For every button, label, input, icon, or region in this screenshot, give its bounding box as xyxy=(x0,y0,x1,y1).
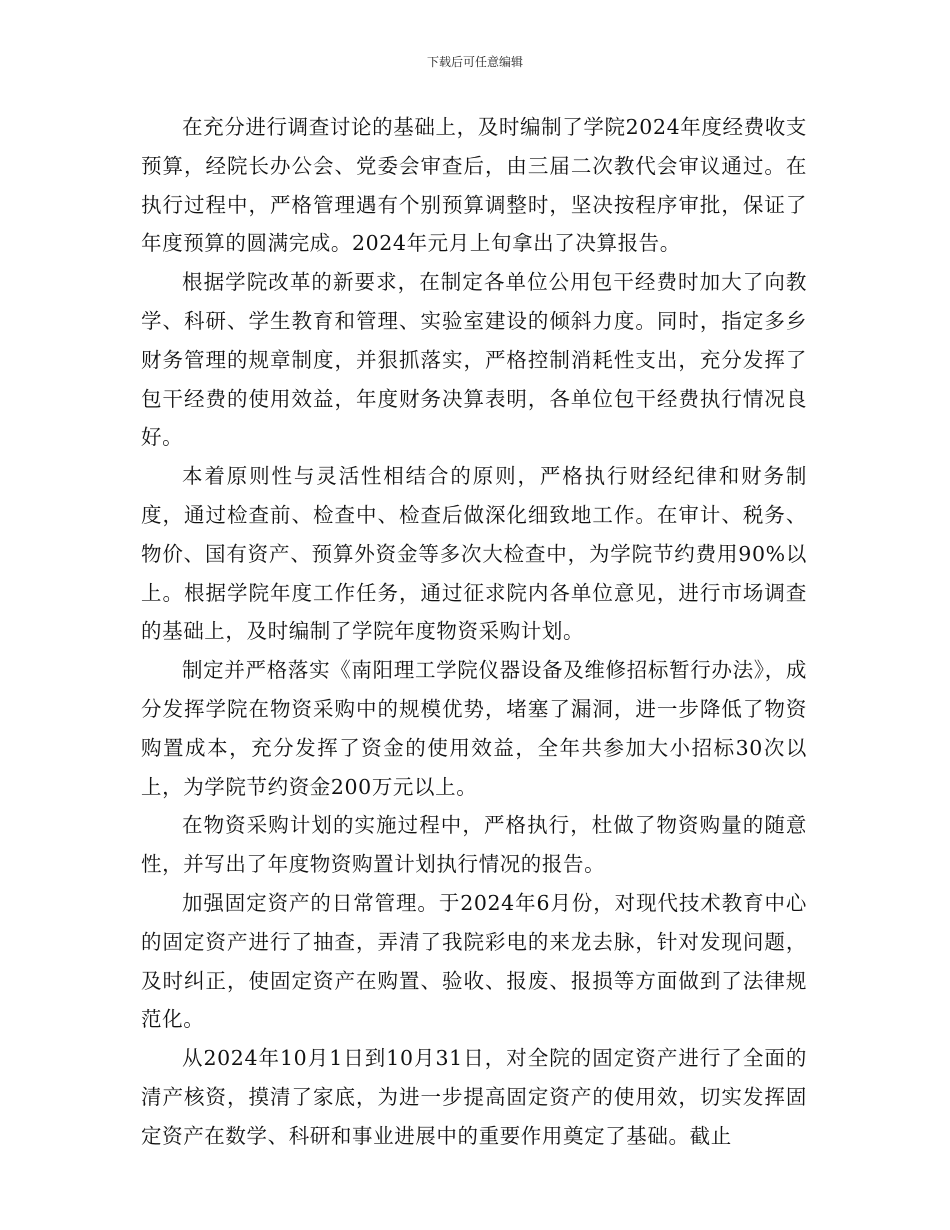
paragraph-tendering: 制定并严格落实《南阳理工学院仪器设备及维修招标暂行办法》，成分发挥学院在物资采购中的规模优势，堵塞了漏洞，进一步降低了物资购置成本，充分发挥了资金的使用效益，全年共参加大小招标30次以上，为学院节约资金200万元以上。 xyxy=(141,658,807,799)
page-header: 下载后可任意编辑 xyxy=(426,55,523,69)
paragraph-discipline: 本着原则性与灵活性相结合的原则，严格执行财经纪律和财务制度，通过检查前、检查中、检查后做深化细致地工作。在审计、税务、物价、国有资产、预算外资金等多次大检查中，为学院节约费用90%以上。根据学院年度工作任务，通过征求院内各单位意见，进行市场调查的基础上，及时编制了学院年度物资采购计划。 xyxy=(141,464,807,644)
paragraph-procurement: 在物资采购计划的实施过程中，严格执行，杜做了物资购量的随意性，并写出了年度物资购置计划执行情况的报告。 xyxy=(141,813,807,877)
paragraph-budget: 在充分进行调查讨论的基础上，及时编制了学院2024年度经费收支预算，经院长办公会、党委会审查后，由三届二次教代会审议通过。在执行过程中，严格管理遇有个别预算调整时，坚决按程序审批，保证了年度预算的圆满完成。2024年元月上旬拿出了决算报告。 xyxy=(141,115,807,256)
paragraph-asset-audit: 从2024年10月1日到10月31日，对全院的固定资产进行了全面的清产核资，摸清了家底，为进一步提高固定资产的使用效，切实发挥固定资产在数学、科研和事业进展中的重要作用奠定了基础。截止 xyxy=(141,1046,807,1148)
paragraph-funding: 根据学院改革的新要求，在制定各单位公用包干经费时加大了向教学、科研、学生教育和管理、实验室建设的倾斜力度。同时，指定多乡财务管理的规章制度，并狠抓落实，严格控制消耗性支出，充分发挥了包干经费的使用效益，年度财务决算表明，各单位包干经费执行情况良好。 xyxy=(141,270,807,450)
document-body xyxy=(141,108,807,1156)
paragraph-asset-management: 加强固定资产的日常管理。于2024年6月份，对现代技术教育中心的固定资产进行了抽查，弄清了我院彩电的来龙去脉，针对发现问题，及时纠正，使固定资产在购置、验收、报废、报损等方面做到了法律规范化。 xyxy=(141,890,807,1032)
